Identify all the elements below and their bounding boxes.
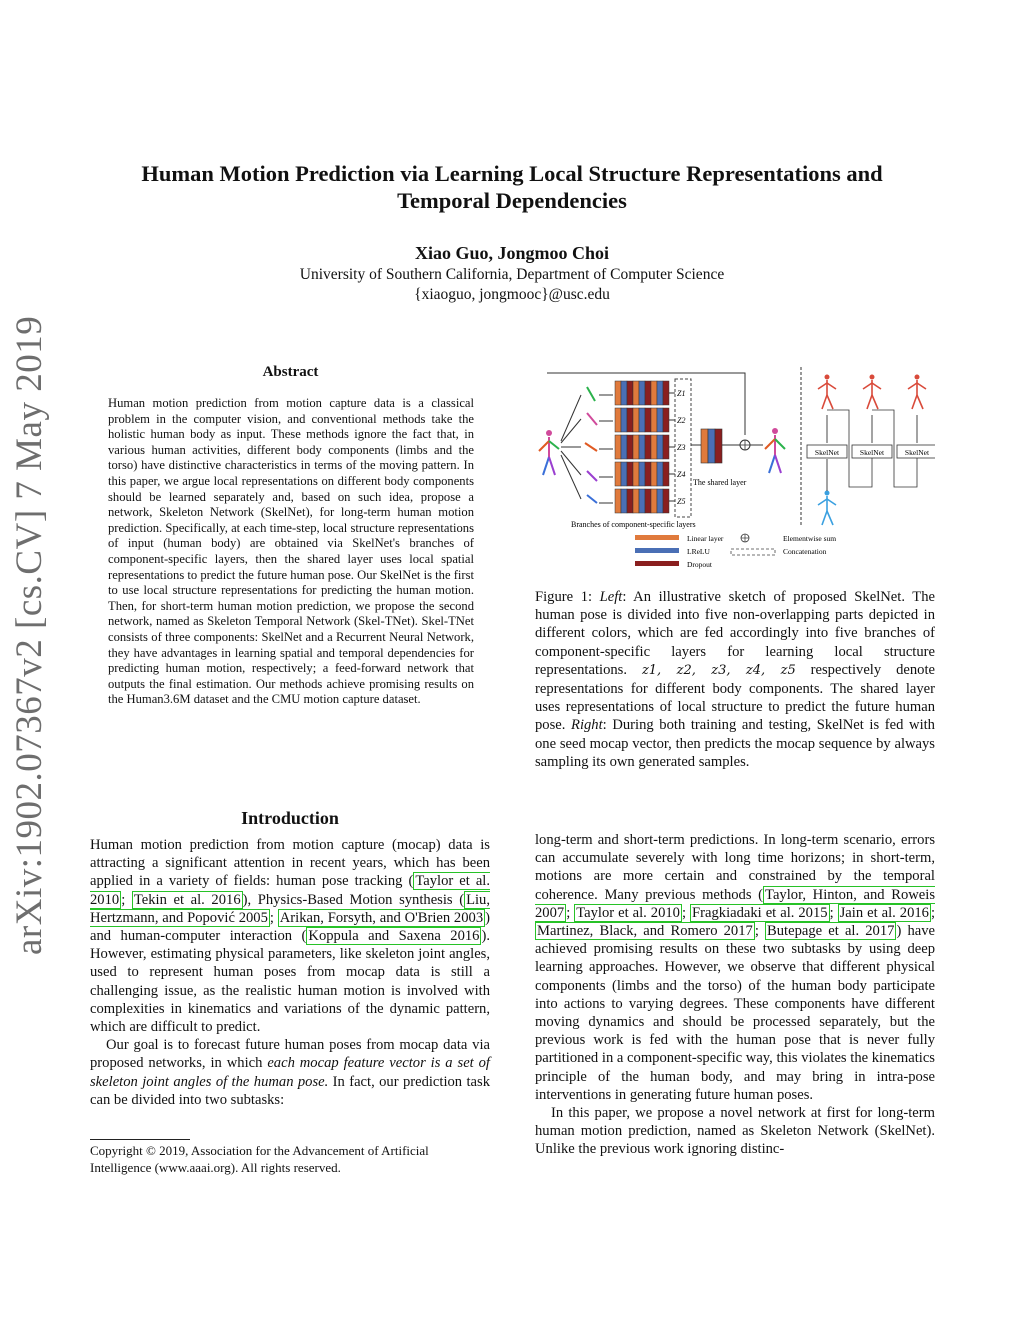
branch-layer-block [645,435,651,459]
caption-label: Figure 1: [535,589,593,605]
shared-layer-label: The shared layer [693,478,747,487]
branch-layer-block [633,381,639,405]
branch-layer-block [627,381,633,405]
figure-caption: Figure 1: Left: An illustrative sketch of proposed SkelNet. The human pose is divided into five non-overlapping parts depicted in different colors, which are fed accordingly into five branches of component-specific layers for learning local structure representations. z1, z2, z3, z4, z5 respectively denote representations for different body components. The shared layer uses representations of local structure to predict the future human pose. Right: During both training and testing, SkelNet is fed with one seed mocap vector, then predicts the mocap sequence by always sampling its own generated samples. [535,589,935,770]
branch-layer-block [615,435,621,459]
skelnet-label: SkelNet [904,448,930,457]
authors: Xiao Guo, Jongmoo Choi [414,243,610,263]
output-pose-figure [765,428,785,473]
caption-math: z1, z2, z3, z4, z5 [641,662,796,678]
z-label: Z3 [677,443,686,452]
branch-layer-block [639,489,645,513]
branch-layer-block [627,489,633,513]
branch-layer-block [657,462,663,486]
branch-layer-block [663,435,669,459]
branch-layer-block [627,462,633,486]
intro-paragraph-1: Human motion prediction from motion capture (mocap) data is attracting a significant attention in recent years, which has been applied in a variety of fields: human pose tracking ( Taylor et al. 2010 ; Tekin et al. 2016 ), Physics-Based Motion synthesis ( Liu, Hertzmann, and Popović 2005 ; Arikan, Forsyth, and O'Brien 2003 ) and human-computer interaction ( Koppula and Saxena 2016 ). However, estimating physical parameters, like skeleton joint angles, used to represent human poses from mocap data is still a challenging issue, as the realistic human motion is involved with complexities in kinematics and variations of the dynamic pattern, which are difficult to predict. [90,837,490,1036]
intro-column [90,836,490,1109]
branch-layer-block [651,489,657,513]
legend-concat: Concatenation [783,547,827,556]
legend-dropout: Dropout [687,560,712,569]
caption-right: Right [571,717,603,734]
branch-layer-block [633,435,639,459]
branch-layer-block [639,462,645,486]
skelnet-rollout [807,375,935,526]
branch-layer-block [627,408,633,432]
abstract-text: Human motion prediction from motion capture data is a classical problem in the computer vision, and conventional methods take the holistic human body as input. These methods ignore the fact that, in various human activities, different body components (limbs and the torso) have distinctive characteristics in terms of the moving pattern. In this paper, we argue local representations on different body components should be learned separately and, based on such idea, propose a network, Skeleton Network (SkelNet), for long-term human motion prediction. Specifically, at each time-step, local structure representations of input (human body) are obtained via SkelNet's branches of component-specific layers, then the shared layer uses local spatial representations to predict the future human pose. Our SkelNet is the first to use local structure representations for predicting the human motion. Then, for short-term human motion prediction, we propose the second network, named as Skeleton Temporal Network (Skel-TNet). Skel-TNet consists of three components: SkelNet and a Recurrent Neural Network, they have advantages in learning spatial and temporal dependencies for predicting human motion, respectively; a feed-forward network that outputs the final estimation. Our methods achieve promising results on the Human3.6M dataset and the CMU motion capture dataset. [108,396,474,707]
branch-layer-block [633,489,639,513]
predicted-pose-figure [908,375,926,410]
citation-link[interactable]: Butepage et al. 2017 [767,923,895,940]
caption-left: Left [599,589,623,605]
input-pose-figure [539,430,559,475]
legend-lrelu: LReLU [687,547,710,556]
branch-layer-block [621,489,627,513]
citation-link[interactable]: Taylor et al. 2010 [90,873,490,908]
branch-layer-block [663,381,669,405]
branch-layer-block [651,408,657,432]
legend [635,534,836,569]
branch-layer-block [633,462,639,486]
predicted-pose-figure [818,375,836,410]
branch-layer-block [639,381,645,405]
branch-layer-block [663,408,669,432]
body-part-inputs [585,387,597,503]
figure-skelnet [535,365,935,580]
intro-paragraph-2: Our goal is to forecast future human poses from mocap data via proposed networks, in which each mocap feature vector is a set of skeleton joint angles of the human pose. In fact, our prediction task can be divided into two subtasks: [90,1037,490,1108]
branch-layer-block [639,408,645,432]
branch-layer-block [633,408,639,432]
intro-heading: Introduction [241,808,339,828]
branch-layer-block [645,462,651,486]
seed-pose-figure [818,491,836,526]
z-label: Z2 [677,416,686,425]
branch-layer-block [645,408,651,432]
affiliation: University of Southern California, Department of Computer Science [299,266,725,283]
citation-link[interactable]: Taylor et al. 2010 [576,904,680,921]
branch-layer-block [657,435,663,459]
z-label: Z1 [677,389,686,398]
branch-layer-block [657,489,663,513]
z-label: Z5 [677,497,686,506]
skelnet-label: SkelNet [814,448,840,457]
email: {xiaoguo, jongmooc}@usc.edu [414,286,610,303]
branch-layer-block [657,381,663,405]
branch-layer-block [627,435,633,459]
branches-label: Branches of component-specific layers [571,520,696,529]
component-branches [615,381,675,513]
col2-paragraph-1: long-term and short-term predictions. In long-term scenario, errors can accumulate severely with long time horizons; in short-term, motions are more certain and constrained by the temporal coherence. Many previous methods ( Taylor, Hinton, and Roweis 2007 ; Taylor et al. 2010 ; Fragkiadaki et al. 2015 ; Jain et al. 2016 ; Martinez, Black, and Romero 2017 ; Butepage et al. 2017 ) have achieved promising results on these two subtasks by using deep learning approaches. However, we observe that different physical components (limbs and the torso) of the human body participate into actions to varying degrees. These components have different moving dynamics and should be processed separately, but the previous work is fed with the human pose that is never fully partitioned in a component-specific way, this violates the kinematics principle of the human body, and may bring in intra-pose interventions in generating future human poses. [535,832,936,1103]
branch-layer-block [645,381,651,405]
branch-layer-block [657,408,663,432]
branch-layer-block [663,489,669,513]
citation-link[interactable]: Liu, Hertzmann, and Popović 2005 [90,891,490,926]
citation-link[interactable]: Tekin et al. 2016 [133,891,241,908]
z-label: Z4 [677,470,686,479]
citation-link[interactable]: Taylor, Hinton, and Roweis 2007 [535,886,936,921]
branch-layer-block [621,381,627,405]
citation-link[interactable]: Arikan, Forsyth, and O'Brien 2003 [279,909,484,926]
branch-layer-block [651,435,657,459]
col2-paragraph-2: In this paper, we propose a novel network at first for long-term human motion prediction, named as Skeleton Network (SkelNet). Unlike the previous work ignoring distinc- [535,1105,935,1158]
abstract-heading: Abstract [262,364,319,380]
legend-linear: Linear layer [687,534,724,543]
branch-layer-block [621,408,627,432]
branch-layer-block [615,408,621,432]
paper-title: Human Motion Prediction via Learning Local Structure Representations and Temporal Dependencies [141,161,883,213]
z-labels [677,389,685,506]
branch-layer-block [645,489,651,513]
branch-layer-block [663,462,669,486]
citation-link[interactable]: Martinez, Black, and Romero 2017 [537,923,753,940]
split-arrows [561,395,613,503]
branch-layer-block [615,381,621,405]
citation-link[interactable]: Jain et al. 2016 [839,904,929,921]
citation-link[interactable]: Fragkiadaki et al. 2015 [692,904,828,921]
skelnet-label: SkelNet [859,448,885,457]
copyright-footnote: Copyright © 2019, Association for the Advancement of Artificial Intelligence (www.aaai.org). All rights reserved. [90,1143,429,1175]
predicted-pose-figure [863,375,881,410]
branch-layer-block [615,462,621,486]
branch-layer-block [651,381,657,405]
legend-sum: Elementwise sum [783,534,837,543]
shared-layer [701,429,722,463]
branch-layer-block [651,462,657,486]
arxiv-stamp: arXiv:1902.07367v2 [cs.CV] 7 May 2019 [9,315,50,955]
branch-layer-block [621,435,627,459]
branch-layer-block [615,489,621,513]
citation-link[interactable]: Koppula and Saxena 2016 [308,928,480,945]
right-column-text [535,831,935,1159]
branch-layer-block [639,435,645,459]
branch-layer-block [621,462,627,486]
footnote-rule [90,1139,190,1140]
